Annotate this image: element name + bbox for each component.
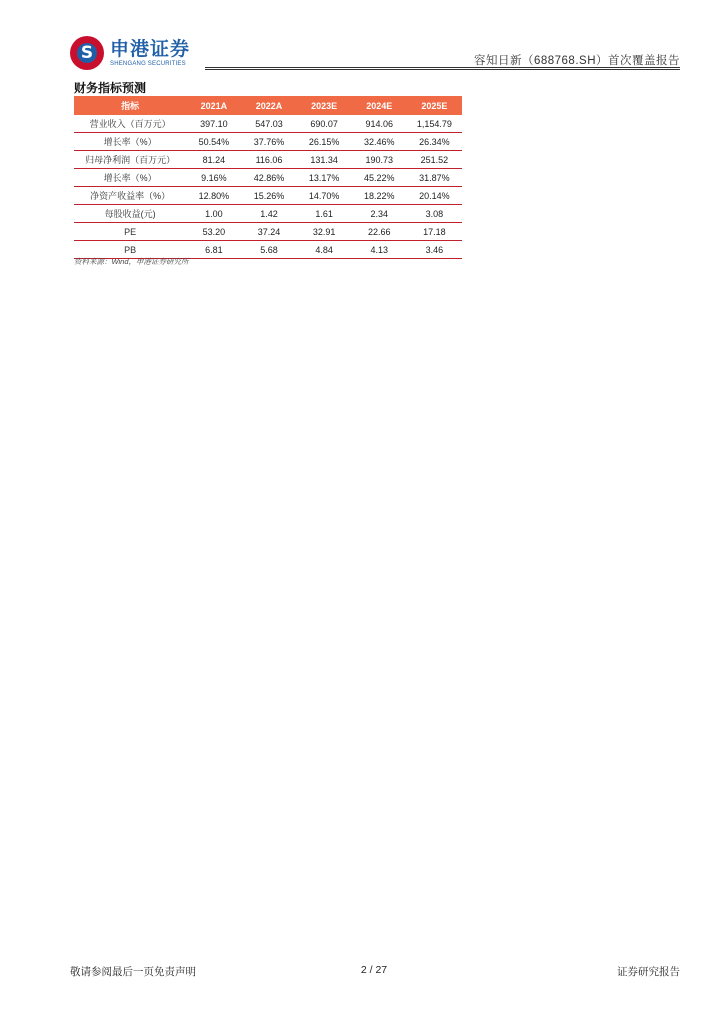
header-divider bbox=[205, 67, 680, 68]
table-header-cell: 指标 bbox=[74, 96, 186, 115]
logo-emblem-icon bbox=[70, 36, 104, 70]
row-label: 净资产收益率（%） bbox=[74, 187, 186, 205]
table-cell: 13.17% bbox=[297, 169, 352, 187]
page-number: 2 / 27 bbox=[360, 964, 388, 976]
table-cell: 1.00 bbox=[186, 205, 241, 223]
row-label: 每股收益(元) bbox=[74, 205, 186, 223]
report-type-label: 证券研究报告 bbox=[617, 966, 680, 978]
table-row bbox=[74, 151, 462, 169]
row-label: PE bbox=[74, 223, 186, 241]
logo-text bbox=[110, 38, 190, 68]
table-cell: 397.10 bbox=[186, 115, 241, 133]
financial-forecast-table bbox=[74, 96, 462, 259]
table-cell: 37.76% bbox=[241, 133, 296, 151]
disclaimer-note: 敬请参阅最后一页免责声明 bbox=[70, 966, 196, 978]
table-cell: 15.26% bbox=[241, 187, 296, 205]
table-cell: 190.73 bbox=[352, 151, 407, 169]
table-cell: 22.66 bbox=[352, 223, 407, 241]
table-cell: 17.18 bbox=[407, 223, 462, 241]
row-label: PB bbox=[74, 241, 186, 259]
table-cell: 3.46 bbox=[407, 241, 462, 259]
table-cell: 31.87% bbox=[407, 169, 462, 187]
table-cell: 50.54% bbox=[186, 133, 241, 151]
table-cell: 37.24 bbox=[241, 223, 296, 241]
table-cell: 5.68 bbox=[241, 241, 296, 259]
table-cell: 9.16% bbox=[186, 169, 241, 187]
table-cell: 26.15% bbox=[297, 133, 352, 151]
table-row bbox=[74, 223, 462, 241]
row-label: 归母净利润（百万元） bbox=[74, 151, 186, 169]
report-title: 容知日新（688768.SH）首次覆盖报告 bbox=[473, 55, 680, 67]
row-label: 营业收入（百万元） bbox=[74, 115, 186, 133]
logo-chinese-name: 申港证券 bbox=[110, 38, 191, 60]
table-row bbox=[74, 115, 462, 133]
table-row bbox=[74, 205, 462, 223]
table-cell: 116.06 bbox=[241, 151, 296, 169]
table-cell: 4.84 bbox=[297, 241, 352, 259]
table-cell: 131.34 bbox=[297, 151, 352, 169]
row-label: 增长率（%） bbox=[74, 133, 186, 151]
row-label: 增长率（%） bbox=[74, 169, 186, 187]
table-cell: 547.03 bbox=[241, 115, 296, 133]
table-cell: 4.13 bbox=[352, 241, 407, 259]
table-header-cell: 2025E bbox=[407, 96, 462, 115]
table-row bbox=[74, 133, 462, 151]
table-cell: 53.20 bbox=[186, 223, 241, 241]
table-cell: 1,154.79 bbox=[407, 115, 462, 133]
table-cell: 14.70% bbox=[297, 187, 352, 205]
table-header-cell: 2022A bbox=[241, 96, 296, 115]
table-cell: 32.91 bbox=[297, 223, 352, 241]
table-header-row bbox=[74, 96, 462, 115]
table-cell: 26.34% bbox=[407, 133, 462, 151]
table-header-cell: 2024E bbox=[352, 96, 407, 115]
table-cell: 251.52 bbox=[407, 151, 462, 169]
table-cell: 12.80% bbox=[186, 187, 241, 205]
header-divider-secondary bbox=[205, 69, 680, 70]
page-footer bbox=[0, 962, 724, 982]
table-source-note: 资料来源：Wind，申港证券研究所 bbox=[74, 257, 189, 266]
table-cell: 45.22% bbox=[352, 169, 407, 187]
table-cell: 690.07 bbox=[297, 115, 352, 133]
table-row bbox=[74, 187, 462, 205]
table-cell: 1.42 bbox=[241, 205, 296, 223]
table-cell: 914.06 bbox=[352, 115, 407, 133]
table-cell: 32.46% bbox=[352, 133, 407, 151]
logo-english-name: SHENGANG SECURITIES bbox=[110, 61, 186, 67]
table-cell: 2.34 bbox=[352, 205, 407, 223]
company-logo bbox=[70, 36, 190, 70]
table-cell: 6.81 bbox=[186, 241, 241, 259]
table-row bbox=[74, 169, 462, 187]
table-header-cell: 2023E bbox=[297, 96, 352, 115]
table-cell: 18.22% bbox=[352, 187, 407, 205]
table-cell: 20.14% bbox=[407, 187, 462, 205]
table-cell: 1.61 bbox=[297, 205, 352, 223]
table-cell: 81.24 bbox=[186, 151, 241, 169]
table-cell: 3.08 bbox=[407, 205, 462, 223]
table-cell: 42.86% bbox=[241, 169, 296, 187]
page-header bbox=[0, 0, 724, 80]
section-title: 财务指标预测 bbox=[74, 81, 147, 95]
table-header-cell: 2021A bbox=[186, 96, 241, 115]
